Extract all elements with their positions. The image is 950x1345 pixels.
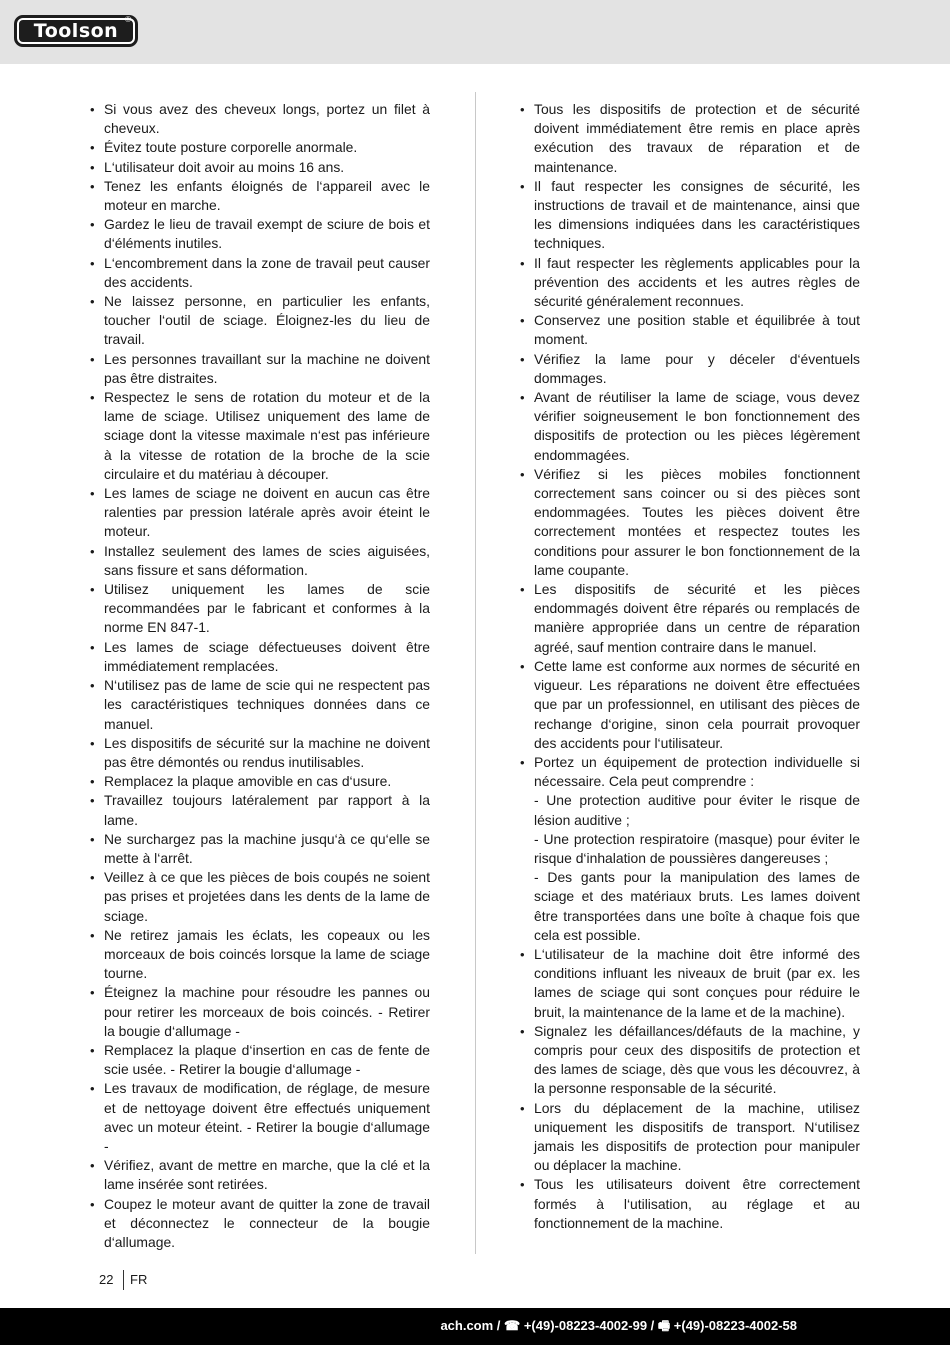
list-item: • Les travaux de modification, de réglage, de mesure et de nettoyage doivent être effectués uniquement avec un moteur éteint. - Retirer la bougie d‘allumage -	[90, 1079, 430, 1156]
contact-footer-bar	[0, 1308, 950, 1345]
list-item: • Respectez le sens de rotation du moteur et de la lame de sciage. Utilisez uniquement des lame de sciage dont la vitesse maximale n‘est pas inférieure à la vitesse de rotation de la broche de la scie circulaire et du matériau à découper.	[90, 388, 430, 484]
registered-mark: ®	[125, 15, 131, 24]
list-item: • Avant de réutiliser la lame de sciage, vous devez vérifier soigneusement le bon fonctionnement des dispositifs de protection ou les pièces légèrement endommagées.	[520, 388, 860, 465]
list-item: • Tous les utilisateurs doivent être correctement formés à l‘utilisation, au réglage et au fonctionnement de la machine.	[520, 1175, 860, 1233]
page-language: FR	[130, 1272, 148, 1287]
right-safety-list	[520, 100, 860, 1233]
list-item: • Remplacez la plaque d‘insertion en cas de fente de scie usée. - Retirer la bougie d‘allumage -	[90, 1041, 430, 1079]
list-item: • Installez seulement des lames de scies aiguisées, sans fissure et sans déformation.	[90, 542, 430, 580]
list-item: • N‘utilisez pas de lame de scie qui ne respectent pas les caractéristiques techniques données dans ce manuel.	[90, 676, 430, 734]
list-item: • Tenez les enfants éloignés de l‘appareil avec le moteur en marche.	[90, 177, 430, 215]
list-item-protection	[520, 753, 860, 945]
list-item: • Vérifiez, avant de mettre en marche, que la clé et la lame insérée sont retirées.	[90, 1156, 430, 1194]
list-item: • Il faut respecter les règlements applicables pour la prévention des accidents et les autres règles de sécurité généralement reconnues.	[520, 254, 860, 312]
list-item: • Coupez le moteur avant de quitter la zone de travail et déconnectez le connecteur de la bougie d‘allumage.	[90, 1195, 430, 1253]
logo-text: Toolson	[33, 19, 119, 42]
list-item: • Éteignez la machine pour résoudre les pannes ou pour retirer les morceaux de bois coincés. - Retirer la bougie d‘allumage -	[90, 983, 430, 1041]
toolson-logo	[14, 15, 138, 47]
page-number: 22	[99, 1272, 114, 1287]
protection-sub-item: - Une protection auditive pour éviter le risque de lésion auditive ;	[534, 792, 860, 828]
list-item: • Les lames de sciage défectueuses doivent être immédiatement remplacées.	[90, 638, 430, 676]
list-item: • Les personnes travaillant sur la machine ne doivent pas être distraites.	[90, 350, 430, 388]
list-item: • Tous les dispositifs de protection et de sécurité doivent immédiatement être remis en place après exécution des travaux de réparation et de maintenance.	[520, 100, 860, 177]
footer-contact-text: ach.com / ☎ +(49)-08223-4002-99 / 🖷 +(49)-08223-4002-58	[440, 1318, 797, 1333]
list-item: • L‘encombrement dans la zone de travail peut causer des accidents.	[90, 254, 430, 292]
protection-intro: • Portez un équipement de protection individuelle si nécessaire. Cela peut comprendre :	[534, 753, 860, 790]
list-item: • L‘utilisateur de la machine doit être informé des conditions influant les niveaux de bruit (par ex. les lames de sciage qui sont conçues pour réduire le bruit, la maintenance de la lame et de la machine).	[520, 945, 860, 1022]
protection-sub-item: - Une protection respiratoire (masque) pour éviter le risque d‘inhalation de poussières dangereuses ;	[534, 830, 860, 866]
list-item: • Si vous avez des cheveux longs, portez un filet à cheveux.	[90, 100, 430, 138]
list-item: • Travaillez toujours latéralement par rapport à la lame.	[90, 791, 430, 829]
list-item: • Cette lame est conforme aux normes de sécurité en vigueur. Les réparations ne doivent être effectuées que par un professionnel, en utilisant des pièces de rechange d‘origine, sinon cela pourrait provoquer des accidents pour l‘utilisateur.	[520, 657, 860, 753]
page-number-separator	[123, 1270, 124, 1290]
list-item: • Remplacez la plaque amovible en cas d‘usure.	[90, 772, 430, 791]
list-item: • Conservez une position stable et équilibrée à tout moment.	[520, 311, 860, 349]
list-item: • Vérifiez si les pièces mobiles fonctionnent correctement sans coincer ou si des pièces sont endommagées. Toutes les pièces doivent être correctement montées et respectez toutes les conditions pour assurer le bon fonctionnement de la lame coupante.	[520, 465, 860, 580]
left-column	[90, 100, 430, 1252]
list-item: • Signalez les défaillances/défauts de la machine, y compris pour ceux des dispositifs de protection et des lames de sciage, dès que vous les découvrez, à la personne responsable de la sécurité.	[520, 1022, 860, 1099]
list-item: • Ne laissez personne, en particulier les enfants, toucher l‘outil de sciage. Éloignez-les du lieu de travail.	[90, 292, 430, 350]
list-item: • Utilisez uniquement les lames de scie recommandées par le fabricant et conformes à la norme EN 847-1.	[90, 580, 430, 638]
list-item: • Vérifiez la lame pour y déceler d‘éventuels dommages.	[520, 350, 860, 388]
page-header	[0, 0, 950, 64]
list-item: • Ne retirez jamais les éclats, les copeaux ou les morceaux de bois coincés lorsque la lame de sciage tourne.	[90, 926, 430, 984]
list-item: • Les dispositifs de sécurité sur la machine ne doivent pas être démontés ou rendus inutilisables.	[90, 734, 430, 772]
list-item: • Lors du déplacement de la machine, utilisez uniquement les dispositifs de transport. N‘utilisez jamais les dispositifs de protection pour manipuler ou déplacer la machine.	[520, 1099, 860, 1176]
list-item: • Évitez toute posture corporelle anormale.	[90, 138, 430, 157]
left-safety-list	[90, 100, 430, 1252]
list-item: • Il faut respecter les consignes de sécurité, les instructions de travail et de maintenance, ainsi que les dimensions indiquées dans les caractéristiques techniques.	[520, 177, 860, 254]
list-item: • Ne surchargez pas la machine jusqu‘à ce qu‘elle se mette à l‘arrêt.	[90, 830, 430, 868]
list-item: • Les lames de sciage ne doivent en aucun cas être ralenties par pression latérale après avoir éteint le moteur.	[90, 484, 430, 542]
column-divider	[475, 92, 476, 1254]
right-column	[520, 100, 860, 1233]
list-item: • L‘utilisateur doit avoir au moins 16 ans.	[90, 158, 430, 177]
list-item: • Les dispositifs de sécurité et les pièces endommagés doivent être réparés ou remplacés de manière appropriée dans un centre de réparation agréé, sauf mention contraire dans le manuel.	[520, 580, 860, 657]
list-item: • Gardez le lieu de travail exempt de sciure de bois et d‘éléments inutiles.	[90, 215, 430, 253]
protection-sub-item: - Des gants pour la manipulation des lames de sciage et des matériaux bruts. Les lames doivent être transportées dans une boîte à chaque fois que cela est possible.	[534, 869, 860, 943]
list-item: • Veillez à ce que les pièces de bois coupés ne soient pas prises et projetées dans les dents de la lame de sciage.	[90, 868, 430, 926]
